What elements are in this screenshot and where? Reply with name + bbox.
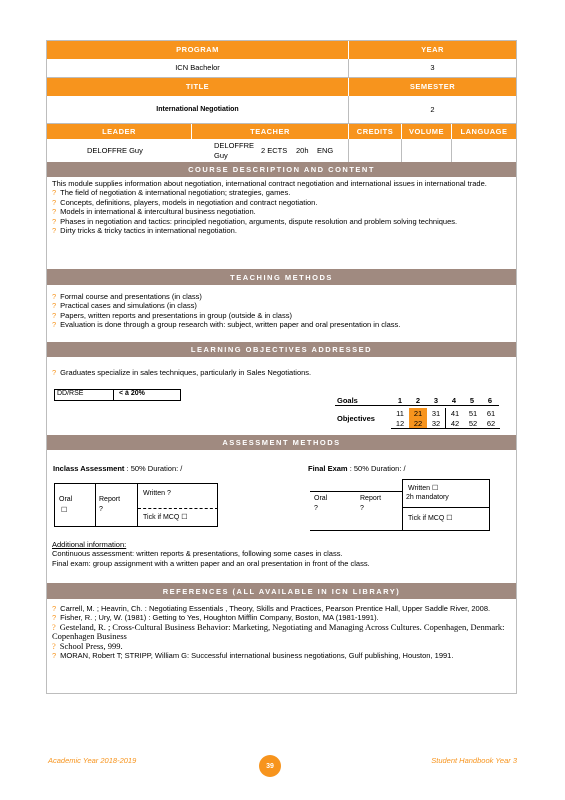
report-label: Report bbox=[360, 495, 382, 502]
leader-label: LEADER bbox=[47, 124, 191, 139]
bullet-icon: ? bbox=[52, 621, 56, 632]
objectives-text bbox=[47, 368, 516, 378]
reference-item: ? MORAN, Robert T; STRIPP, William G: Successful international business negotiations, Gulf publishing, Houston, 1991. bbox=[52, 651, 454, 661]
page-number: 39 bbox=[259, 755, 281, 777]
dd-rse-value: < à 20% bbox=[119, 390, 145, 397]
final-exam-box bbox=[310, 479, 490, 531]
box-divider bbox=[95, 484, 96, 526]
written-checkbox[interactable]: Written ☐ bbox=[408, 485, 439, 492]
box-border bbox=[310, 491, 402, 492]
objective-cell: 12 bbox=[391, 418, 409, 429]
bullet-icon: ? bbox=[52, 301, 57, 311]
box-divider bbox=[137, 484, 138, 526]
objective-cell: 41 bbox=[450, 408, 460, 418]
objective-cell: 51 bbox=[468, 408, 478, 418]
additional-information bbox=[47, 540, 516, 568]
bullet-icon: ? bbox=[52, 651, 57, 661]
objective-cell: 31 bbox=[427, 408, 446, 418]
course-item: ? Dirty tricks & tricky tactics in international negotiation. bbox=[52, 226, 237, 236]
objective-cell: 32 bbox=[427, 418, 446, 429]
teacher-value: DELOFFRE Guy bbox=[214, 140, 255, 160]
program-header-row bbox=[47, 41, 516, 59]
course-item: ? Concepts, definitions, players, models in negotiation and contract negotiation. bbox=[52, 197, 318, 207]
inclass-assessment bbox=[53, 464, 182, 473]
box-divider bbox=[402, 479, 403, 530]
program-label: PROGRAM bbox=[47, 41, 348, 59]
semester-label: SEMESTER bbox=[348, 78, 516, 96]
language-value: ENG bbox=[317, 145, 334, 155]
volume-cell bbox=[401, 139, 451, 162]
bullet-icon: ? bbox=[52, 292, 57, 301]
language-cell bbox=[451, 139, 516, 162]
credits-value: 2 ECTS bbox=[261, 145, 288, 155]
dd-rse-box bbox=[54, 389, 181, 401]
oral-label: Oral bbox=[59, 496, 73, 503]
dd-rse-label: DD/RSE bbox=[57, 390, 84, 397]
additional-line: Final exam: group assignment with a written paper and an oral presentation in front of the class. bbox=[52, 558, 370, 568]
course-item: ? Phases in negotiation and tactics: principled negotiation, arguments, dispute resolution and problem solving techniques. bbox=[52, 216, 458, 226]
learning-objectives-heading: LEARNING OBJECTIVES ADDRESSED bbox=[47, 342, 516, 357]
additional-label: Additional information: bbox=[52, 540, 127, 549]
bullet-icon: ? bbox=[52, 188, 57, 198]
objectives-sentence: Graduates specialize in sales techniques, particularly in Sales Negotiations. bbox=[60, 368, 312, 377]
box-border bbox=[402, 479, 490, 480]
teaching-item: ? Practical cases and simulations (in class) bbox=[52, 301, 197, 311]
program-value-row bbox=[47, 59, 516, 78]
bullet-icon: ? bbox=[52, 604, 57, 613]
footer-handbook: Student Handbook Year 3 bbox=[431, 756, 517, 765]
year-value: 3 bbox=[348, 59, 516, 77]
bullet-icon: ? bbox=[52, 226, 57, 236]
objective-cell-highlighted: 21 bbox=[409, 408, 427, 418]
title-value-row bbox=[47, 96, 516, 124]
teacher-label: TEACHER bbox=[191, 124, 348, 139]
teaching-methods-body bbox=[47, 292, 516, 342]
report-checkbox[interactable]: ? bbox=[99, 506, 103, 513]
objectives-row-1 bbox=[335, 408, 500, 418]
bullet-icon: ? bbox=[52, 320, 57, 330]
box-separator bbox=[403, 507, 489, 508]
bullet-icon: ? bbox=[52, 613, 57, 623]
reference-item: ? Fisher, R. ; Ury, W. (1981) : Getting to Yes, Houghton Mifflin Company, Boston, MA (1981-1991). bbox=[52, 613, 379, 623]
volume-value: 20h bbox=[296, 145, 309, 155]
bullet-icon: ? bbox=[52, 368, 57, 377]
course-item: ? Models in international & intercultural business negotiation. bbox=[52, 207, 256, 217]
teaching-item: ? Evaluation is done through a group research with: subject, written paper and oral presentation in class. bbox=[52, 320, 401, 330]
title-label: TITLE bbox=[47, 78, 348, 96]
additional-line: Continuous assessment: written reports & presentations, following some cases in class. bbox=[52, 549, 343, 559]
written-checkbox[interactable]: Written ? bbox=[143, 490, 171, 497]
course-intro: This module supplies information about negotiation, international contract negotiation and international issues in international trade. bbox=[52, 179, 487, 188]
final-label: Final Exam bbox=[308, 464, 348, 473]
report-checkbox[interactable]: ? bbox=[360, 505, 364, 512]
objectives-label: Objectives bbox=[337, 413, 375, 423]
bullet-icon: ? bbox=[52, 207, 57, 217]
goal-cell: 2 bbox=[409, 395, 427, 406]
reference-item: ? Gesteland, R. ; Cross-Cultural Business Behavior: Marketing, Negotiating and Managing Across Cultures. Copenhagen, Denmark: Copenhagen Business bbox=[52, 621, 505, 642]
goals-row bbox=[335, 395, 499, 406]
language-label: LANGUAGE bbox=[451, 124, 516, 139]
oral-label: Oral bbox=[314, 495, 328, 502]
final-detail: : 50% Duration: / bbox=[349, 464, 406, 473]
objective-cell: 52 bbox=[464, 418, 482, 429]
teaching-methods-heading: TEACHING METHODS bbox=[47, 269, 516, 285]
footer-academic-year: Academic Year 2018-2019 bbox=[48, 756, 137, 765]
reference-item: ? Carrell, M. ; Heavrin, Ch. : Negotiating Essentials , Theory, Skills and Practices, Pearson Prentice Hall, Upper Saddle River, 2008. bbox=[52, 604, 491, 613]
bullet-icon: ? bbox=[52, 640, 56, 651]
mcq-checkbox[interactable]: Tick if MCQ ☐ bbox=[408, 515, 453, 522]
teaching-item: ? Papers, written reports and presentations in group (outside & in class) bbox=[52, 310, 292, 320]
course-title: International Negotiation bbox=[156, 105, 239, 113]
teaching-item: ? Formal course and presentations (in class) bbox=[52, 292, 202, 301]
course-item: ? The field of negotiation & international negotiation; strategies, games. bbox=[52, 188, 291, 198]
objective-cell: 42 bbox=[446, 418, 465, 429]
course-sheet bbox=[46, 40, 517, 694]
references-heading: REFERENCES (ALL AVAILABLE IN ICN LIBRARY) bbox=[47, 583, 516, 599]
course-description-body bbox=[47, 179, 516, 269]
written-note: 2h mandatory bbox=[406, 494, 449, 501]
objective-cell: 62 bbox=[482, 418, 500, 429]
oral-checkbox[interactable]: ? bbox=[314, 505, 318, 512]
credits-cell bbox=[348, 139, 401, 162]
dd-divider bbox=[113, 390, 114, 401]
box-separator bbox=[138, 508, 218, 509]
bullet-icon: ? bbox=[52, 310, 57, 320]
leader-value: DELOFFRE Guy bbox=[87, 145, 143, 155]
goal-cell: 4 bbox=[445, 395, 463, 406]
mcq-checkbox[interactable]: Tick if MCQ ☐ bbox=[143, 514, 188, 521]
volume-label: VOLUME bbox=[401, 124, 451, 139]
objective-cell-highlighted: 22 bbox=[409, 418, 427, 429]
goals-table bbox=[335, 395, 500, 429]
bullet-icon: ? bbox=[52, 216, 57, 226]
assessment-heading: ASSESSMENT METHODS bbox=[47, 435, 516, 450]
goal-cell: 1 bbox=[391, 395, 409, 406]
title-header-row bbox=[47, 78, 516, 96]
goals-label: Goals bbox=[335, 395, 391, 406]
program-value: ICN Bachelor bbox=[175, 63, 220, 72]
course-description-heading: COURSE DESCRIPTION AND CONTENT bbox=[47, 162, 516, 177]
staff-value-row bbox=[47, 139, 516, 162]
bullet-icon: ? bbox=[52, 197, 57, 207]
oral-checkbox[interactable]: ☐ bbox=[61, 507, 68, 514]
inclass-label: Inclass Assessment bbox=[53, 464, 125, 473]
inclass-assessment-box bbox=[54, 483, 218, 527]
reference-item: ? School Press, 999. bbox=[52, 640, 123, 651]
semester-value: 2 bbox=[348, 96, 516, 123]
credits-label: CREDITS bbox=[348, 124, 401, 139]
staff-header-row bbox=[47, 124, 516, 139]
references-body bbox=[47, 604, 516, 692]
year-label: YEAR bbox=[348, 41, 516, 59]
goal-cell: 3 bbox=[427, 395, 445, 406]
goal-cell: 5 bbox=[463, 395, 481, 406]
final-exam bbox=[308, 464, 406, 473]
objective-cell: 11 bbox=[396, 408, 404, 418]
goal-cell: 6 bbox=[481, 395, 499, 406]
inclass-detail: : 50% Duration: / bbox=[126, 464, 183, 473]
objective-cell: 61 bbox=[486, 408, 496, 418]
report-label: Report bbox=[99, 496, 121, 503]
